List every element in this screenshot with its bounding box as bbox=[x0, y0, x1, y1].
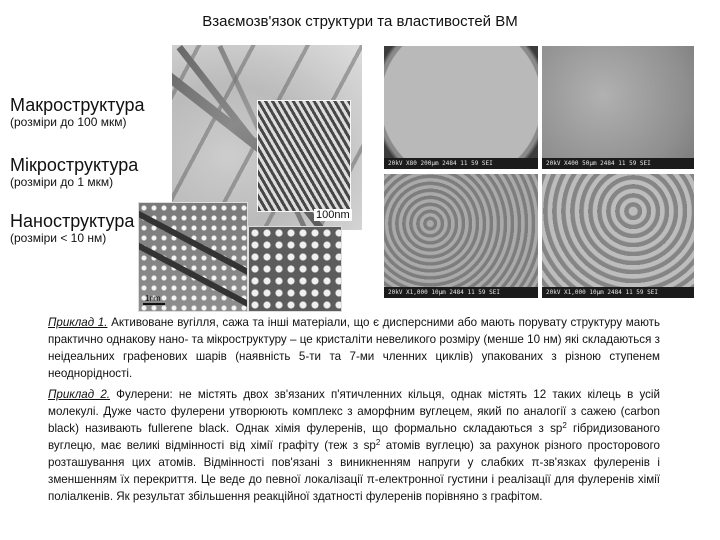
tem-scale-label: 100nm bbox=[316, 209, 350, 221]
level-micro-name: Мікроструктура bbox=[10, 155, 139, 175]
example-2-text-3: атомів вуглецю) за рахунок різного просторового розташування цих атомів. Відмінності пов'язані з виникненням напруги у слабких π-зв'язках фулеренів і зменшенням їх перекриття. Це веде до певної локалізації π-електронної густини і реалізації для фулеренів хімії поліалкенів. Як результат збільшення реакційної здатності фулеренів порівняно з графітом. bbox=[48, 439, 660, 503]
sp2-superscript: 2 bbox=[375, 438, 381, 447]
example-2-lead: Приклад 2. bbox=[48, 388, 110, 401]
level-nano-name: Наноструктура bbox=[10, 211, 135, 231]
level-micro-note: (розміри до 1 мкм) bbox=[10, 175, 114, 189]
slide-title: Взаємозв'язок структури та властивостей ВМ bbox=[202, 13, 518, 30]
sem-sphere-image bbox=[384, 46, 538, 169]
level-macro-note: (розміри до 100 мкм) bbox=[10, 115, 127, 129]
sem-caption: 20kV X1,000 10µm 2484 11 59 SEI bbox=[542, 287, 694, 298]
example-1-text: Активоване вугілля, сажа та інші матеріали, що є дисперсними або мають порувату структуру мають практично однакову нано- та мікроструктуру – це кристаліти невеликого розміру (менше 10 нм) які складаються з неідеальних графенових шарів (наявність 5-ти та 7-ми членних циклів) упакованих з різною ступенем неоднорідності. bbox=[48, 316, 660, 380]
level-nano bbox=[10, 211, 134, 245]
scale-bar bbox=[143, 303, 165, 305]
example-1-lead: Приклад 1. bbox=[48, 316, 108, 329]
sem-rough-image-2 bbox=[542, 174, 694, 298]
lattice-inset bbox=[257, 100, 351, 212]
strip-scale-label: 1nm bbox=[145, 294, 161, 303]
sp2-superscript: 2 bbox=[562, 421, 567, 430]
sem-caption: 20kV X1,000 10µm 2484 11 59 SEI bbox=[384, 287, 538, 298]
example-2-paragraph bbox=[48, 386, 660, 505]
sem-surface-image bbox=[542, 46, 694, 169]
sem-rough-image bbox=[384, 174, 538, 298]
lattice-zoom-image bbox=[248, 226, 342, 312]
level-nano-note: (розміри < 10 нм) bbox=[10, 231, 107, 245]
level-micro bbox=[10, 155, 138, 189]
level-macro-name: Макроструктура bbox=[10, 95, 145, 115]
level-macro bbox=[10, 95, 145, 129]
sem-caption: 20kV X400 50µm 2484 11 59 SEI bbox=[542, 158, 694, 169]
sem-caption: 20kV X80 200µm 2484 11 59 SEI bbox=[384, 158, 538, 169]
nanotube-lattice-image bbox=[138, 202, 248, 312]
example-2-text-1: Фулерени: не містять двох зв'язаних п'ятичленних кільця, однак містять 12 таких кілець в усій молекулі. Дуже часто фулерени утворюють комплекс з аморфним вуглецем, який по аналогії з сажею (carbon black) називають fullerene black. Однак хімія фулеренів, що формально складаються з sp bbox=[48, 388, 660, 435]
example-1-paragraph bbox=[48, 314, 660, 382]
example-2-text-2: гібридизованого вуглецю, має великі відмінності від хімії графіту (теж з sp bbox=[48, 422, 660, 452]
